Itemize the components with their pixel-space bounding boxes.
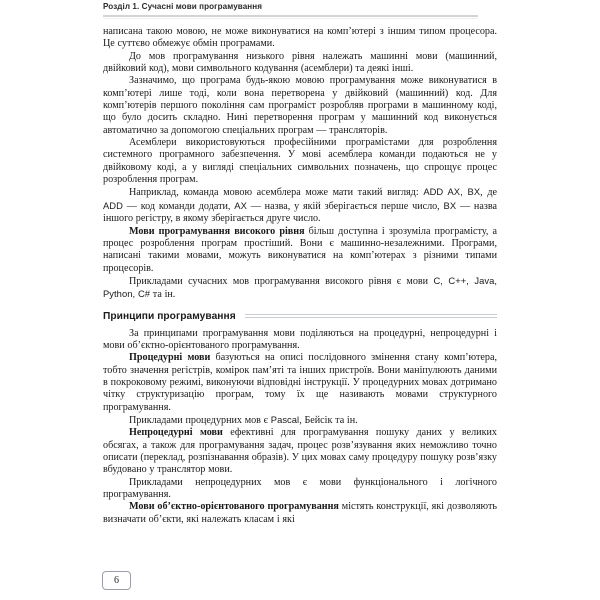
section-heading-text: Принципи програмування: [103, 310, 236, 322]
example-text-a: , де: [480, 187, 497, 199]
text-column: [103, 26, 497, 526]
language-examples-text-b: та ін.: [150, 289, 176, 301]
paragraph-continued: написана такою мовою, не може виконуватися на комп’ютері з іншим типом процесора. Це суттєво обмежує обмін програмами.: [103, 26, 497, 50]
paragraph-oop-languages: [103, 501, 497, 526]
example-lead-in: Наприклад, команда мовою асемблера може мати такий вигляд:: [129, 187, 419, 199]
paragraph-principles-intro: За принципами програмування мови поділяються на процедурні, непроцедурні і мови об’єктно-орієнтованого програмування.: [103, 327, 497, 351]
running-header-text: Розділ 1. Сучасні мови програмування: [103, 2, 263, 11]
section-heading: [103, 311, 497, 322]
paragraph-procedural-examples: [103, 414, 497, 427]
bold-lead-high-level: Мови програмування високого рівня: [129, 225, 305, 237]
code-ax: AX: [234, 199, 247, 211]
paragraph-assemblers: Асемблери використовуються професійними програмістами для розроблення системного програмного забезпечення. У мові асемблера команди подаються не у двійковому коді, а у вигляді спеціальних символьних позначень, що спрощує процес розроблення програм.: [103, 137, 497, 186]
paragraph-high-level-languages: [103, 226, 497, 275]
code-add-ax-bx: ADD AX, BX: [423, 186, 481, 198]
paragraph-binary-code: Зазначимо, що програма будь-якою мовою програмування може виконуватися в комп’ютері лише тоді, коли вона перетворена у двійковий (машинний) код. Для комп’ютерів першого покоління сам програміст розробляв програми в машинному коді, що було досить складно. Нині перетворення програм у машинний код виконується автоматично за допомогою спеціальних програм — трансляторів.: [103, 75, 497, 136]
page-number-box: [102, 571, 131, 590]
page-number: 6: [114, 574, 119, 586]
paragraph-language-examples: [103, 275, 497, 302]
bold-lead-oop: Мови об’єктно-орієнтованого програмування: [129, 501, 339, 513]
example-text-c: — назва, у якій зберігається перше число,: [246, 200, 444, 212]
section-heading-rule: [245, 314, 497, 319]
running-header: [103, 1, 483, 19]
running-header-rule: [103, 15, 478, 17]
running-header-rule-secondary: [103, 18, 478, 19]
language-examples-text-a: Прикладами сучасних мов програмування високого рівня є мови: [129, 275, 434, 287]
bold-lead-nonprocedural: Непроцедурні мови: [129, 427, 223, 439]
code-bx: BX: [443, 199, 457, 211]
paragraph-procedural-languages: [103, 352, 497, 414]
paragraph-high-level-body: більш доступна і зрозуміла програмісту, а процес розроблення програм простіший. Вони є машинно-незалежними. Програми, написані такими мовами, можуть виконуватися на комп’ютерах з різними типами процесорів.: [103, 225, 497, 274]
procedural-examples-text-a: Прикладами процедурних мов є: [129, 414, 271, 426]
example-text-d: — назва іншого регістру, в якому зберігається друге число.: [103, 200, 497, 225]
paragraph-nonprocedural-body: ефективні для програмування пошуку даних у великих обсягах, а також для програмування задач, процес розв’язування яких неможливо точно описати (переклад, розпізнавання образів). У цих мовах саму процедуру пошуку розв’язку вбудовано у транслятор мови.: [103, 427, 497, 476]
paragraph-oop-body: містять конструкції, які дозволяють визначати об’єкти, які належать класам і які: [103, 501, 497, 525]
bold-lead-procedural: Процедурні мови: [129, 352, 211, 364]
paragraph-nonprocedural-languages: [103, 427, 497, 476]
procedural-examples-text-b: , Бейсік та ін.: [299, 414, 358, 426]
paragraph-nonprocedural-examples: Прикладами непроцедурних мов є мови функціонального і логічного програмування.: [103, 476, 497, 501]
code-pascal: Pascal: [270, 413, 300, 425]
example-text-b: — код команди додати,: [122, 200, 235, 212]
code-language-list: C, C++, Java, Python, C#: [103, 274, 497, 300]
code-add: ADD: [103, 199, 123, 211]
paragraph-low-level-languages: До мов програмування низького рівня належать машинні мови (машинний, двійковий код), мови символьного кодування (асемблери) та деякі інші.: [103, 50, 497, 75]
paragraph-assembler-example: [103, 186, 497, 225]
paragraph-procedural-body: базуються на описі послідовного змінення стану комп’ютера, тобто значення регістрів, комірок пам’яті та інших пристроїв. Вони маніпулюють даними в покроковому режимі, виконуючи відповідні інструкції. У процедурних мовах дотримано чітку структуризацію програм, тому їх ще називають мовами структурного програмування.: [103, 352, 497, 413]
